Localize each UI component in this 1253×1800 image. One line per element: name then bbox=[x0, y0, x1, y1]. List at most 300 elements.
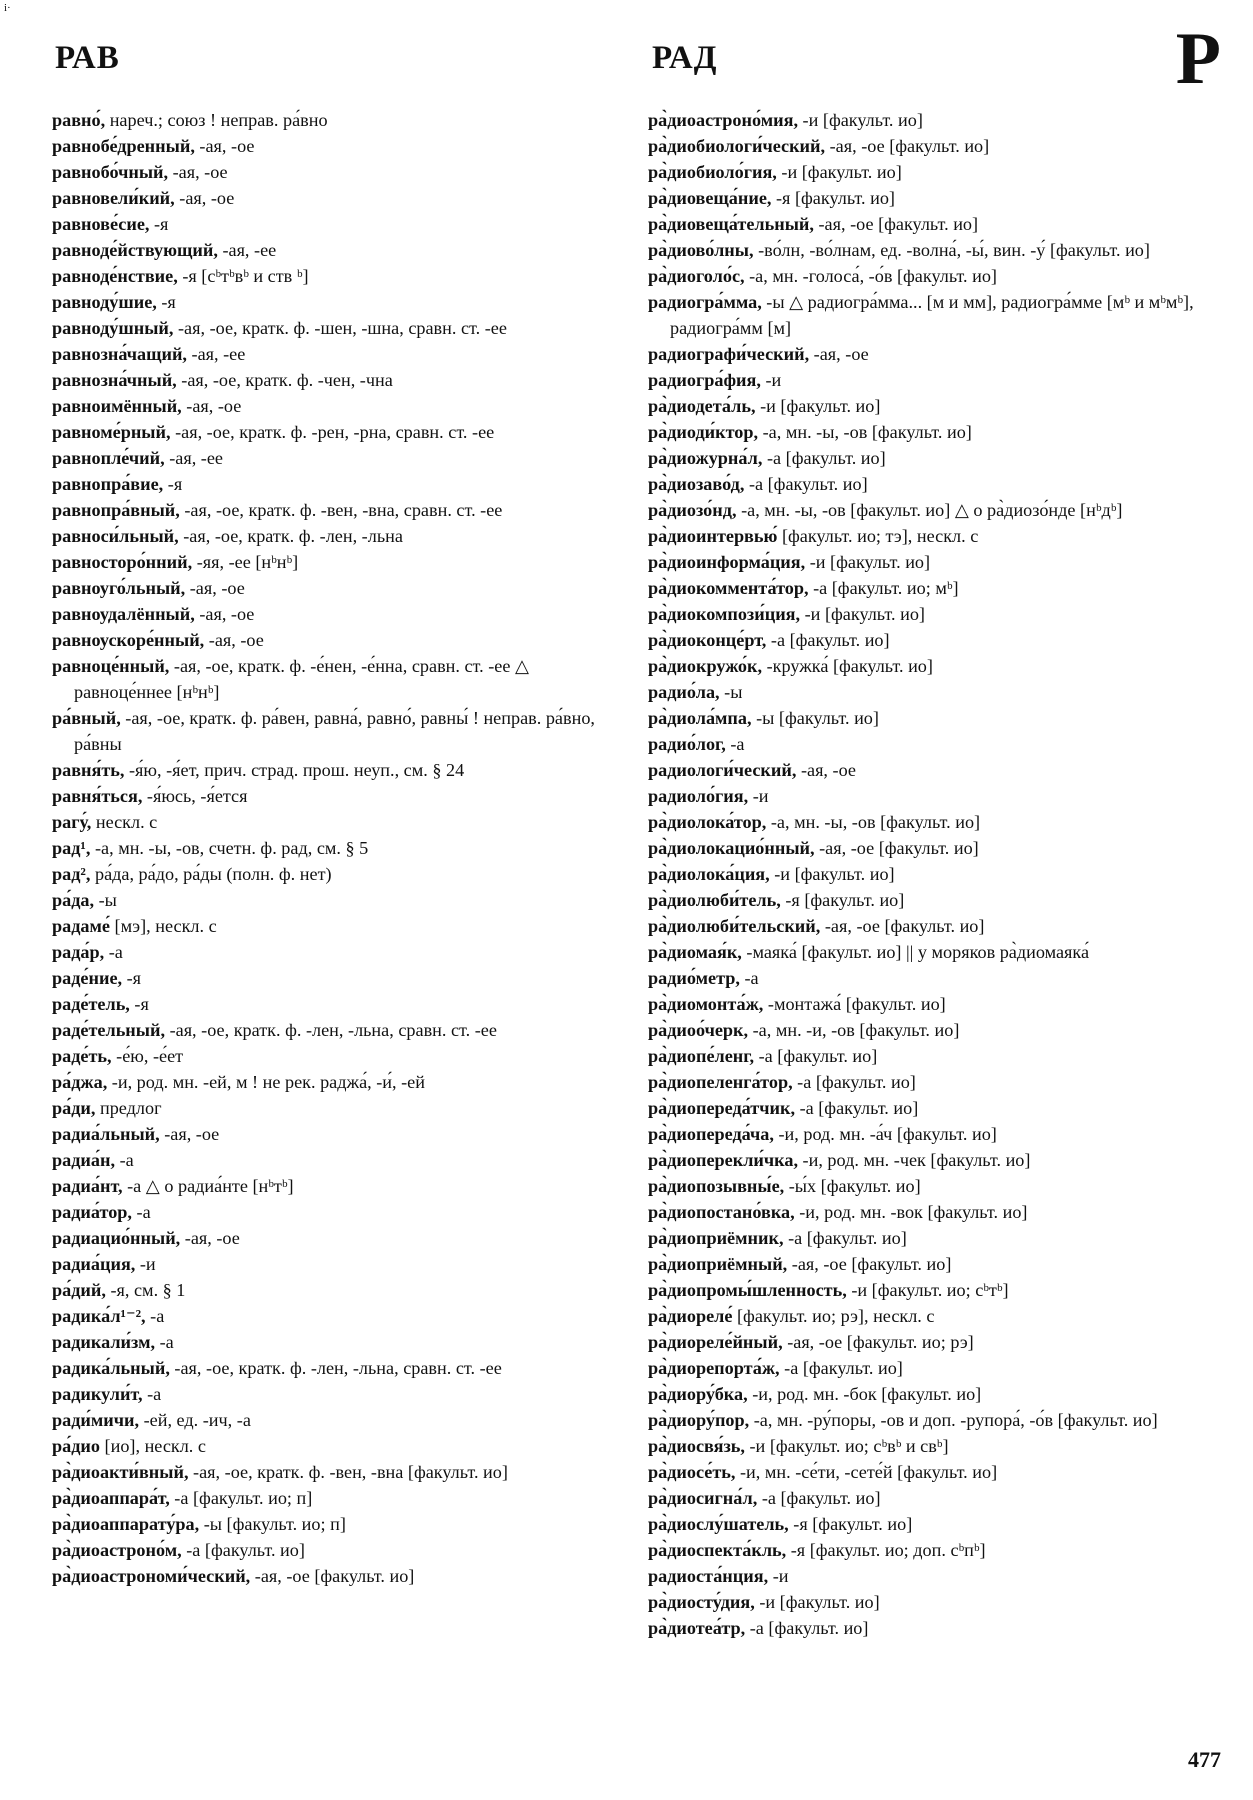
entry-headword: ра̀диоприёмный, bbox=[648, 1254, 788, 1274]
entry-grammar: -а, мн. -ы, -ов, счетн. ф. рад, см. § 5 bbox=[90, 838, 369, 858]
dictionary-entry bbox=[648, 1251, 1223, 1277]
entry-headword: ра́дий, bbox=[52, 1280, 106, 1300]
dictionary-entry bbox=[648, 575, 1223, 601]
dictionary-entry bbox=[52, 835, 622, 861]
entry-headword: ра̀диоинтервью́ bbox=[648, 526, 778, 546]
entry-grammar: -а [факульт. ио; мᵇ] bbox=[808, 578, 959, 598]
entry-grammar: -я bbox=[129, 994, 149, 1014]
entry-headword: радиографи́ческий, bbox=[648, 344, 810, 364]
entry-grammar: -а [факульт. ио] bbox=[779, 1358, 903, 1378]
entry-grammar: -и, род. мн. -вок [факульт. ио] bbox=[794, 1202, 1028, 1222]
entry-headword: ра́джа, bbox=[52, 1072, 108, 1092]
entry-headword: равня́ться, bbox=[52, 786, 143, 806]
entry-grammar: [ио], нескл. с bbox=[99, 1436, 206, 1456]
entry-grammar: -я [факульт. ио] bbox=[788, 1514, 913, 1534]
entry-grammar: -и [факульт. ио] bbox=[800, 604, 925, 624]
running-head-left: РАВ bbox=[55, 40, 120, 76]
dictionary-entry bbox=[648, 1303, 1223, 1329]
entry-headword: ра̀диопе́ленг, bbox=[648, 1046, 755, 1066]
entry-grammar: -ая, -ое bbox=[168, 162, 228, 182]
entry-grammar: [факульт. ио; тэ], нескл. с bbox=[777, 526, 979, 546]
dictionary-entry bbox=[648, 809, 1223, 835]
dictionary-entry bbox=[52, 861, 622, 887]
dictionary-entry bbox=[52, 627, 622, 653]
dictionary-entry bbox=[648, 523, 1223, 549]
entry-headword: радиа́нт, bbox=[52, 1176, 123, 1196]
entry-grammar: -и [факульт. ио] bbox=[769, 864, 895, 884]
dictionary-entry bbox=[52, 133, 622, 159]
entry-headword: ра̀диоинформа́ция, bbox=[648, 552, 806, 572]
entry-headword: ра̀диосту́дия, bbox=[648, 1592, 755, 1612]
entry-grammar: -ая, -ое, кратк. ф. -лен, -льна, сравн. ст. -ее bbox=[165, 1020, 497, 1040]
entry-headword: радиологи́ческий, bbox=[648, 760, 797, 780]
entry-headword: рагу́, bbox=[52, 812, 92, 832]
entry-headword: ра̀диола́мпа, bbox=[648, 708, 752, 728]
entry-grammar: -а, мн. -ы, -ов [факульт. ио] bbox=[758, 422, 972, 442]
dictionary-entry bbox=[52, 367, 622, 393]
dictionary-entry bbox=[648, 1407, 1223, 1433]
entry-grammar: -и, род. мн. -ей, м ! не рек. раджа́, -и́, -ей bbox=[107, 1072, 425, 1092]
dictionary-entry bbox=[648, 1381, 1223, 1407]
dictionary-entry bbox=[52, 757, 622, 783]
entry-grammar: -а bbox=[725, 734, 745, 754]
dictionary-entry bbox=[52, 991, 622, 1017]
entry-headword: ра̀диопромы́шленность, bbox=[648, 1280, 847, 1300]
entry-headword: ра̀диору́пор, bbox=[648, 1410, 750, 1430]
entry-grammar: -я bbox=[156, 292, 176, 312]
entry-grammar: -и bbox=[748, 786, 769, 806]
dictionary-entry bbox=[52, 1355, 622, 1381]
entry-headword: равноудалённый, bbox=[52, 604, 195, 624]
dictionary-entry bbox=[52, 1173, 622, 1199]
dictionary-entry bbox=[648, 1095, 1223, 1121]
dictionary-entry bbox=[648, 419, 1223, 445]
entry-headword: равноде́нствие, bbox=[52, 266, 178, 286]
entry-headword: ра̀диореле́ bbox=[648, 1306, 733, 1326]
entry-grammar: -а [факульт. ио] bbox=[766, 630, 890, 650]
entry-grammar: -ая, -ое, кратк. ф. -чен, -чна bbox=[176, 370, 393, 390]
entry-headword: ра̀диовеща́тельный, bbox=[648, 214, 814, 234]
entry-grammar: -а bbox=[115, 1150, 134, 1170]
entry-headword: равноуго́льный, bbox=[52, 578, 186, 598]
entry-grammar: -а [факульт. ио; п] bbox=[169, 1488, 313, 1508]
entry-headword: равновели́кий, bbox=[52, 188, 175, 208]
entry-grammar: -маяка́ [факульт. ио] || у моряков ра̀диомаяка́ bbox=[741, 942, 1090, 962]
dictionary-entry bbox=[648, 1485, 1223, 1511]
entry-headword: равноси́льный, bbox=[52, 526, 179, 546]
dictionary-entry bbox=[648, 757, 1223, 783]
dictionary-entry bbox=[648, 783, 1223, 809]
entry-grammar: -а, мн. -и, -ов [факульт. ио] bbox=[748, 1020, 960, 1040]
entry-headword: ра̀диоспекта́кль, bbox=[648, 1540, 787, 1560]
entry-headword: ра̀диокоммента́тор, bbox=[648, 578, 809, 598]
entry-headword: ра́ди, bbox=[52, 1098, 96, 1118]
entry-headword: равня́ть, bbox=[52, 760, 125, 780]
entry-grammar: -ая, -ое, кратк. ф. -шен, -шна, сравн. ст. -ее bbox=[173, 318, 507, 338]
entry-headword: ра̀диопереда́тчик, bbox=[648, 1098, 796, 1118]
entry-grammar: -ая, -ое bbox=[204, 630, 264, 650]
entry-headword: раде́ть, bbox=[52, 1046, 112, 1066]
entry-grammar: -а [факульт. ио] bbox=[762, 448, 886, 468]
entry-headword: радикули́т, bbox=[52, 1384, 143, 1404]
entry-grammar: -ы bbox=[94, 890, 117, 910]
entry-headword: рад², bbox=[52, 864, 91, 884]
dictionary-entry bbox=[648, 549, 1223, 575]
entry-grammar: -ая, -ое [факульт. ио] bbox=[820, 916, 985, 936]
entry-grammar: -а [факульт. ио] bbox=[754, 1046, 878, 1066]
entry-grammar: -а bbox=[155, 1332, 174, 1352]
entry-grammar: -и bbox=[768, 1566, 789, 1586]
dictionary-entry bbox=[52, 1199, 622, 1225]
dictionary-entry bbox=[648, 211, 1223, 237]
entry-grammar: -ая, -ое bbox=[194, 136, 255, 156]
entry-grammar: -и, род. мн. -бок [факульт. ио] bbox=[747, 1384, 982, 1404]
entry-grammar: -и [факульт. ио] bbox=[798, 110, 923, 130]
entry-grammar: -ая, -ое [факульт. ио] bbox=[813, 214, 979, 234]
entry-grammar: -и [факульт. ио; сᵇтᵇ] bbox=[846, 1280, 1009, 1300]
entry-headword: радиацио́нный, bbox=[52, 1228, 181, 1248]
dictionary-entry bbox=[52, 393, 622, 419]
entry-headword: ра̀диомонта́ж, bbox=[648, 994, 764, 1014]
dictionary-entry bbox=[52, 289, 622, 315]
entry-headword: ра̀диопостано́вка, bbox=[648, 1202, 795, 1222]
dictionary-entry bbox=[648, 1069, 1223, 1095]
entry-grammar: -ая, -ее bbox=[217, 240, 277, 260]
entry-grammar: -ы [факульт. ио; п] bbox=[199, 1514, 346, 1534]
corner-mark: i· bbox=[4, 2, 11, 14]
entry-headword: ра̀диолокацио́нный, bbox=[648, 838, 815, 858]
dictionary-entry bbox=[52, 159, 622, 185]
entry-grammar: -ая, -ое bbox=[796, 760, 856, 780]
dictionary-entry bbox=[648, 991, 1223, 1017]
dictionary-entry bbox=[52, 471, 622, 497]
entry-grammar: -и bbox=[760, 370, 782, 390]
entry-grammar: -а [факульт. ио] bbox=[795, 1098, 919, 1118]
entry-headword: радиа́льный, bbox=[52, 1124, 160, 1144]
entry-headword: рад¹, bbox=[52, 838, 91, 858]
entry-headword: радиогра́фия, bbox=[648, 370, 761, 390]
entry-grammar: -я́юсь, -я́ется bbox=[142, 786, 248, 806]
dictionary-entry bbox=[52, 1485, 622, 1511]
dictionary-entry bbox=[52, 1069, 622, 1095]
dictionary-entry bbox=[648, 341, 1223, 367]
entry-grammar: -ая, -ое bbox=[159, 1124, 220, 1144]
entry-grammar: -ая, -ое bbox=[809, 344, 869, 364]
entry-headword: ра́да, bbox=[52, 890, 95, 910]
dictionary-entry bbox=[648, 367, 1223, 393]
entry-headword: ра̀диолюби́тельский, bbox=[648, 916, 821, 936]
entry-headword: радика́л¹⁻², bbox=[52, 1306, 146, 1326]
dictionary-entry bbox=[52, 237, 622, 263]
entry-grammar: -ая, -ое, кратк. ф. -е́нен, -е́нна, сравн. ст. -ее △ равноце́ннее [нᵇнᵇ] bbox=[74, 656, 529, 702]
entry-headword: равносторо́нний, bbox=[52, 552, 193, 572]
dictionary-entry bbox=[52, 341, 622, 367]
entry-grammar: -е́ю, -е́ет bbox=[111, 1046, 184, 1066]
entry-grammar: -а [факульт. ио] bbox=[757, 1488, 881, 1508]
dictionary-entry bbox=[648, 1537, 1223, 1563]
entry-headword: равноду́шный, bbox=[52, 318, 174, 338]
entry-headword: ра̀диожурна́л, bbox=[648, 448, 763, 468]
entry-grammar: [мэ], нескл. с bbox=[109, 916, 217, 936]
entry-grammar: -а △ о радиа́нте [нᵇтᵇ] bbox=[122, 1176, 294, 1196]
entry-headword: ра̀диорепорта́ж, bbox=[648, 1358, 780, 1378]
entry-grammar: -ая, -ое, кратк. ф. -рен, -рна, сравн. ст. -ее bbox=[170, 422, 495, 442]
dictionary-entry bbox=[52, 1329, 622, 1355]
dictionary-entry bbox=[52, 211, 622, 237]
entry-headword: ра̀диоастроно́мия, bbox=[648, 110, 798, 130]
dictionary-entry bbox=[648, 1147, 1223, 1173]
dictionary-entry bbox=[648, 601, 1223, 627]
entry-headword: ра̀диоголо́с, bbox=[648, 266, 745, 286]
entry-headword: ра̀диосигна́л, bbox=[648, 1488, 758, 1508]
entry-headword: радаме́ bbox=[52, 916, 110, 936]
entry-headword: равнове́сие, bbox=[52, 214, 150, 234]
entry-headword: радиоста́нция, bbox=[648, 1566, 769, 1586]
entry-headword: ра̀диоакти́вный, bbox=[52, 1462, 189, 1482]
dictionary-entry bbox=[52, 653, 622, 705]
entry-grammar: -а bbox=[131, 1202, 151, 1222]
dictionary-entry bbox=[648, 1277, 1223, 1303]
dictionary-entry bbox=[52, 523, 622, 549]
entry-headword: ра̀диоконце́рт, bbox=[648, 630, 767, 650]
dictionary-entry bbox=[52, 965, 622, 991]
entry-grammar: -я bbox=[149, 214, 169, 234]
entry-grammar: -ы bbox=[719, 682, 743, 702]
dictionary-entry bbox=[52, 1381, 622, 1407]
entry-headword: ра̀диозо́нд, bbox=[648, 500, 737, 520]
entry-headword: ра́вный, bbox=[52, 708, 121, 728]
entry-grammar: -я [факульт. ио] bbox=[771, 188, 895, 208]
dictionary-entry bbox=[52, 887, 622, 913]
entry-grammar: -ая, -ое [факульт. ио] bbox=[250, 1566, 415, 1586]
entry-headword: ра̀диоастроно́м, bbox=[52, 1540, 182, 1560]
entry-grammar: -ы́х [факульт. ио] bbox=[784, 1176, 921, 1196]
entry-headword: ра̀диолока́ция, bbox=[648, 864, 770, 884]
entry-headword: ра̀диокомпози́ция, bbox=[648, 604, 801, 624]
dictionary-entry bbox=[648, 289, 1223, 341]
dictionary-entry bbox=[648, 653, 1223, 679]
entry-headword: ра̀диолюби́тель, bbox=[648, 890, 781, 910]
dictionary-entry bbox=[648, 445, 1223, 471]
entry-grammar: -ая, -ое bbox=[194, 604, 255, 624]
entry-headword: равноде́йствующий, bbox=[52, 240, 218, 260]
entry-headword: равнопра́вие, bbox=[52, 474, 164, 494]
entry-headword: радиа́н, bbox=[52, 1150, 116, 1170]
entry-headword: ра̀диобиоло́гия, bbox=[648, 162, 777, 182]
dictionary-entry bbox=[52, 1017, 622, 1043]
dictionary-entry bbox=[648, 1589, 1223, 1615]
dictionary-entry bbox=[52, 1407, 622, 1433]
dictionary-entry bbox=[648, 1563, 1223, 1589]
entry-headword: равнопра́вный, bbox=[52, 500, 180, 520]
dictionary-entry bbox=[52, 1459, 622, 1485]
entry-grammar: -и, мн. -се́ти, -сете́й [факульт. ио] bbox=[735, 1462, 998, 1482]
entry-headword: ра̀диопозывны́е, bbox=[648, 1176, 785, 1196]
entry-grammar: -я [сᵇтᵇвᵇ и ств ᵇ] bbox=[177, 266, 309, 286]
entry-grammar: -ая, -ее bbox=[164, 448, 224, 468]
entry-headword: радио́метр, bbox=[648, 968, 740, 988]
entry-headword: равноме́рный, bbox=[52, 422, 171, 442]
entry-headword: раде́тельный, bbox=[52, 1020, 166, 1040]
entry-headword: радио́ла, bbox=[648, 682, 720, 702]
entry-grammar: -а [факульт. ио] bbox=[181, 1540, 305, 1560]
entry-grammar: -ая, -ое, кратк. ф. -лен, -льна, сравн. ст. -ее bbox=[169, 1358, 502, 1378]
entry-grammar: -ая, -ое [факульт. ио] bbox=[787, 1254, 952, 1274]
right-column bbox=[648, 107, 1223, 1641]
entry-headword: ра̀диоди́ктор, bbox=[648, 422, 759, 442]
entry-grammar: -ая, -ое, кратк. ф. -вен, -вна, сравн. ст. -ее bbox=[179, 500, 503, 520]
entry-grammar: -я bbox=[122, 968, 142, 988]
entry-headword: ра̀диору́бка, bbox=[648, 1384, 748, 1404]
entry-grammar: нареч.; союз ! неправ. ра́вно bbox=[105, 110, 328, 130]
dictionary-entry bbox=[52, 1303, 622, 1329]
dictionary-entry bbox=[648, 237, 1223, 263]
entry-headword: равнозна́чащий, bbox=[52, 344, 187, 364]
entry-headword: ра̀диобиологи́ческий, bbox=[648, 136, 826, 156]
dictionary-entry bbox=[648, 393, 1223, 419]
dictionary-entry bbox=[52, 913, 622, 939]
dictionary-entry bbox=[52, 1147, 622, 1173]
entry-grammar: -а, мн. -ы, -ов [факульт. ио] △ о ра̀диозо́нде [нᵇдᵇ] bbox=[736, 500, 1123, 520]
entry-headword: ра́дио bbox=[52, 1436, 100, 1456]
entry-grammar: [факульт. ио; рэ], нескл. с bbox=[732, 1306, 935, 1326]
dictionary-entry bbox=[648, 1355, 1223, 1381]
entry-headword: радика́льный, bbox=[52, 1358, 170, 1378]
dictionary-entry bbox=[648, 1433, 1223, 1459]
entry-grammar: -а [факульт. ио] bbox=[745, 1618, 869, 1638]
entry-headword: ра̀диореле́йный, bbox=[648, 1332, 783, 1352]
entry-headword: равноускоре́нный, bbox=[52, 630, 205, 650]
entry-grammar: -я bbox=[163, 474, 183, 494]
dictionary-entry bbox=[52, 185, 622, 211]
dictionary-entry bbox=[648, 159, 1223, 185]
dictionary-entry bbox=[648, 471, 1223, 497]
entry-grammar: -а, мн. -ы, -ов [факульт. ио] bbox=[766, 812, 981, 832]
dictionary-entry bbox=[52, 1563, 622, 1589]
entry-grammar: -и [факульт. ио] bbox=[805, 552, 931, 572]
dictionary-entry bbox=[52, 107, 622, 133]
dictionary-entry bbox=[648, 1017, 1223, 1043]
dictionary-entry bbox=[52, 1511, 622, 1537]
entry-grammar: -а bbox=[142, 1384, 162, 1404]
dictionary-entry bbox=[52, 1095, 622, 1121]
dictionary-entry bbox=[648, 679, 1223, 705]
entry-grammar: -ая, -ое [факульт. ио] bbox=[814, 838, 979, 858]
dictionary-entry bbox=[648, 1329, 1223, 1355]
dictionary-entry bbox=[648, 133, 1223, 159]
entry-headword: ра̀диоастрономи́ческий, bbox=[52, 1566, 251, 1586]
dictionary-entry bbox=[648, 887, 1223, 913]
dictionary-entry bbox=[648, 705, 1223, 731]
page-number: 477 bbox=[1188, 1747, 1221, 1772]
entry-grammar: -и [факульт. ио] bbox=[755, 396, 881, 416]
entry-grammar: -а [факульт. ио] bbox=[783, 1228, 907, 1248]
entry-headword: равнопле́чий, bbox=[52, 448, 165, 468]
entry-headword: равнозна́чный, bbox=[52, 370, 177, 390]
dictionary-entry bbox=[52, 1277, 622, 1303]
entry-grammar: -ая, -ое bbox=[181, 396, 242, 416]
section-letter: Р bbox=[1175, 18, 1221, 100]
dictionary-entry bbox=[648, 965, 1223, 991]
entry-headword: радиа́тор, bbox=[52, 1202, 132, 1222]
dictionary-entry bbox=[52, 419, 622, 445]
dictionary-entry bbox=[648, 1225, 1223, 1251]
entry-grammar: -а bbox=[739, 968, 759, 988]
entry-headword: радиа́ция, bbox=[52, 1254, 136, 1274]
entry-headword: ра̀диозаво́д, bbox=[648, 474, 745, 494]
entry-grammar: -и [факульт. ио] bbox=[754, 1592, 880, 1612]
entry-grammar: -и [факульт. ио] bbox=[776, 162, 902, 182]
entry-grammar: ра́да, ра́до, ра́ды (полн. ф. нет) bbox=[90, 864, 332, 884]
dictionary-entry bbox=[648, 1121, 1223, 1147]
dictionary-entry bbox=[52, 263, 622, 289]
entry-grammar: -ая, -ое [факульт. ио; рэ] bbox=[782, 1332, 974, 1352]
entry-headword: ра̀диодета́ль, bbox=[648, 396, 756, 416]
entry-headword: равно́, bbox=[52, 110, 106, 130]
entry-grammar: -ая, -ое [факульт. ио] bbox=[825, 136, 990, 156]
dictionary-entry bbox=[648, 939, 1223, 965]
entry-headword: ра̀диоперекли́чка, bbox=[648, 1150, 798, 1170]
left-column bbox=[52, 107, 622, 1589]
entry-grammar: -ая, -ое bbox=[180, 1228, 240, 1248]
entry-headword: ра̀диокружо́к, bbox=[648, 656, 763, 676]
entry-headword: ра̀диоо́черк, bbox=[648, 1020, 749, 1040]
entry-headword: раде́ние, bbox=[52, 968, 123, 988]
dictionary-entry bbox=[52, 705, 622, 757]
entry-headword: ра̀диово́лны, bbox=[648, 240, 754, 260]
dictionary-entry bbox=[52, 549, 622, 575]
entry-grammar: -и bbox=[135, 1254, 156, 1274]
entry-headword: ра̀диолока́тор, bbox=[648, 812, 767, 832]
entry-grammar: -и, род. мн. -а́ч [факульт. ио] bbox=[773, 1124, 997, 1144]
dictionary-entry bbox=[52, 1225, 622, 1251]
dictionary-entry bbox=[648, 627, 1223, 653]
dictionary-entry bbox=[52, 939, 622, 965]
entry-headword: ра̀диослу́шатель, bbox=[648, 1514, 789, 1534]
entry-grammar: -а bbox=[145, 1306, 165, 1326]
entry-grammar: -и [факульт. ио; сᵇвᵇ и свᵇ] bbox=[744, 1436, 949, 1456]
entry-headword: ра̀диопеленга́тор, bbox=[648, 1072, 793, 1092]
entry-headword: раде́тель, bbox=[52, 994, 130, 1014]
entry-headword: равноце́нный, bbox=[52, 656, 170, 676]
entry-headword: радиогра́мма, bbox=[648, 292, 762, 312]
entry-headword: равноимённый, bbox=[52, 396, 182, 416]
entry-grammar: -а [факульт. ио] bbox=[792, 1072, 916, 1092]
dictionary-entry bbox=[52, 1251, 622, 1277]
entry-headword: рада́р, bbox=[52, 942, 105, 962]
dictionary-entry bbox=[648, 861, 1223, 887]
entry-grammar: -ая, -ее bbox=[186, 344, 246, 364]
dictionary-entry bbox=[648, 1615, 1223, 1641]
entry-grammar: -а bbox=[104, 942, 123, 962]
entry-headword: ра̀диовеща́ние, bbox=[648, 188, 772, 208]
entry-headword: равнобе́дренный, bbox=[52, 136, 195, 156]
entry-grammar: -ая, -ое, кратк. ф. -лен, -льна bbox=[178, 526, 403, 546]
entry-headword: ра̀диосе́ть, bbox=[648, 1462, 736, 1482]
entry-grammar: -монтажа́ [факульт. ио] bbox=[763, 994, 946, 1014]
entry-grammar: -ая, -ое bbox=[185, 578, 245, 598]
entry-grammar: -во́лн, -во́лнам, ед. -волна́, -ы́, вин. -у́ [факульт. ио] bbox=[753, 240, 1150, 260]
dictionary-entry bbox=[52, 809, 622, 835]
dictionary-entry bbox=[52, 783, 622, 809]
entry-headword: равнобо́чный, bbox=[52, 162, 169, 182]
dictionary-entry bbox=[648, 1043, 1223, 1069]
dictionary-entry bbox=[648, 1459, 1223, 1485]
entry-grammar: предлог bbox=[95, 1098, 162, 1118]
entry-headword: ра̀диомая́к, bbox=[648, 942, 742, 962]
entry-grammar: нескл. с bbox=[91, 812, 158, 832]
entry-headword: ради́мичи, bbox=[52, 1410, 140, 1430]
